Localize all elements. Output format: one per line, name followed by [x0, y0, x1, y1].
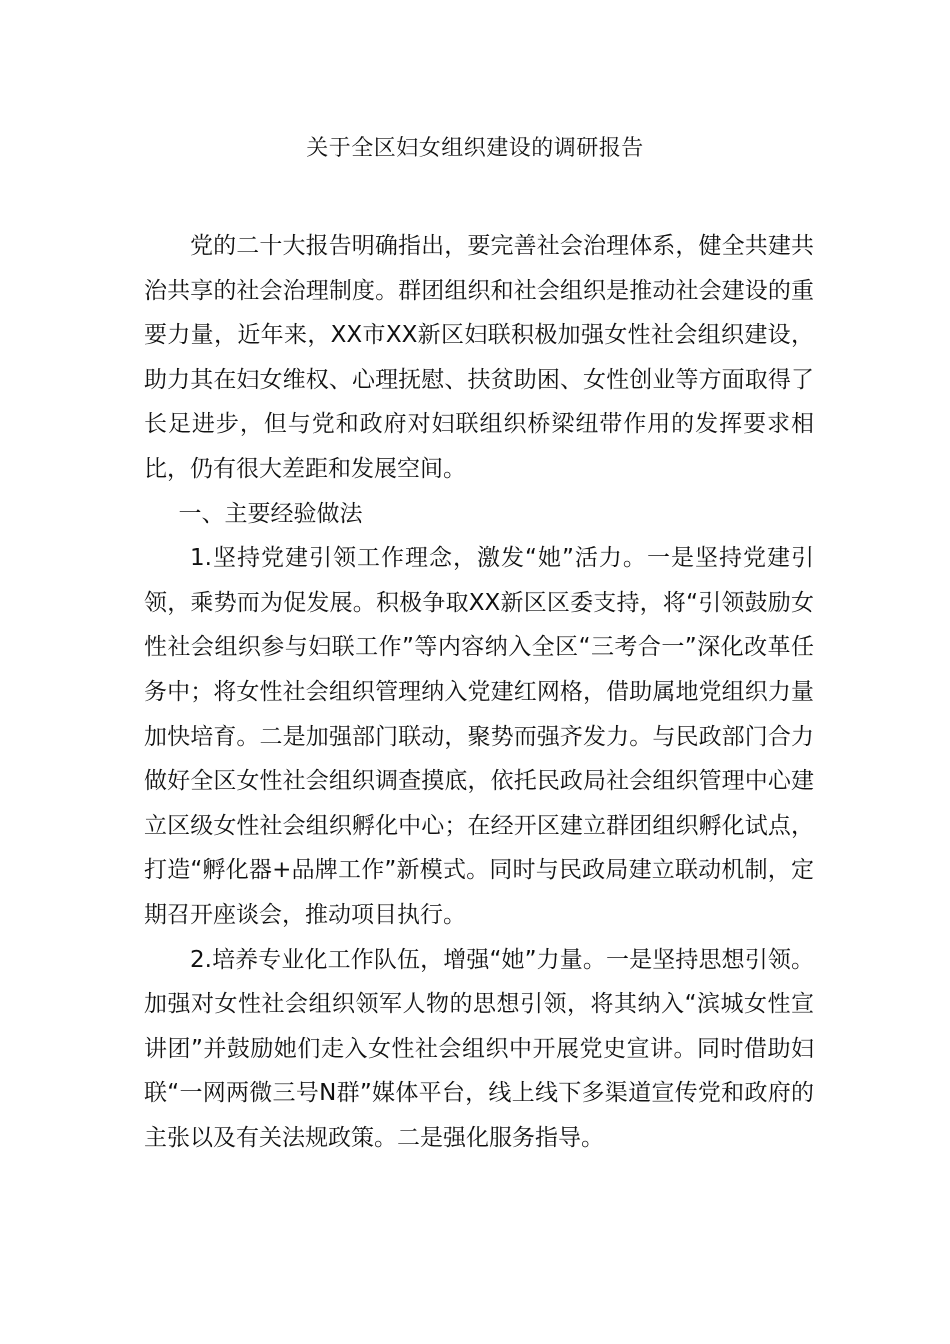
- document-body: [144, 224, 814, 1160]
- paragraph-item-2: 2.培养专业化工作队伍，增强“她”力量。一是坚持思想引领。加强对女性社会组织领军人物的思想引领，将其纳入“滨城女性宣讲团”并鼓励她们走入女性社会组织中开展党史宣讲。同时借助妇联“一网两微三号N群”媒体平台，线上线下多渠道宣传党和政府的主张以及有关法规政策。二是强化服务指导。: [144, 946, 814, 1151]
- paragraph-item-1: 1.坚持党建引领工作理念，激发“她”活力。一是坚持党建引领，乘势而为促发展。积极争取XX新区区委支持，将“引领鼓励女性社会组织参与妇联工作”等内容纳入全区“三考合一”深化改革任务中；将女性社会组织管理纳入党建红网格，借助属地党组织力量加快培育。二是加强部门联动，聚势而强齐发力。与民政部门合力做好全区女性社会组织调查摸底，依托民政局社会组织管理中心建立区级女性社会组织孵化中心；在经开区建立群团组织孵化试点，打造“孵化器+品牌工作”新模式。同时与民政局建立联动机制，定期召开座谈会，推动项目执行。: [144, 545, 814, 928]
- section-heading-main-experience: 一、主要经验做法: [178, 500, 363, 527]
- intro-paragraph: 党的二十大报告明确指出，要完善社会治理体系，健全共建共治共享的社会治理制度。群团组织和社会组织是推动社会建设的重要力量，近年来，XX市XX新区妇联积极加强女性社会组织建设，助力其在妇女维权、心理抚慰、扶贫助困、女性创业等方面取得了长足进步，但与党和政府对妇联组织桥梁纽带作用的发挥要求相比，仍有很大差距和发展空间。: [144, 233, 814, 482]
- document-title: 关于全区妇女组织建设的调研报告: [306, 136, 644, 161]
